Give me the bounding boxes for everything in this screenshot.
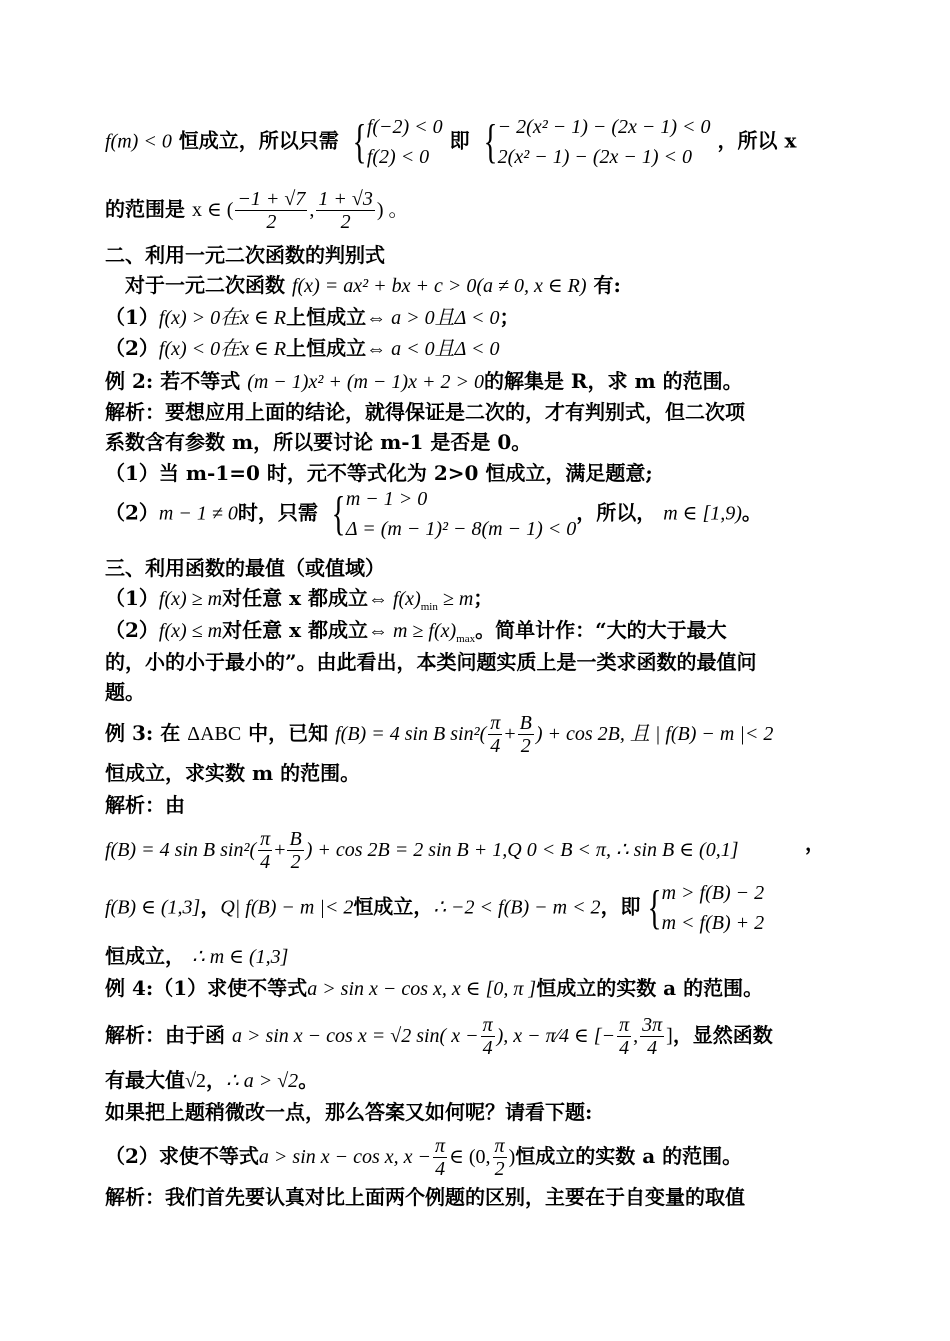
denominator: 4 <box>260 851 271 873</box>
line-22 <box>105 941 825 972</box>
text: 对任意 x 都成立 <box>222 618 368 642</box>
line-19: 解析：由 <box>105 793 185 817</box>
text: 对于一元二次函数 <box>125 273 285 297</box>
math: + <box>504 723 516 745</box>
text: ， <box>200 894 221 919</box>
denominator: 2 <box>290 851 301 873</box>
math: ⇔ a < 0且Δ < 0 <box>366 338 500 360</box>
text: 有最大值 <box>105 1068 185 1092</box>
text: ，所以， <box>576 500 657 525</box>
fraction <box>481 1014 495 1059</box>
math: ⇔ f(x) <box>367 588 421 610</box>
text: 。 <box>298 1068 319 1092</box>
fraction <box>640 1014 664 1059</box>
text: 的范围是 <box>105 197 185 221</box>
math: , <box>633 1025 639 1047</box>
text: （2） <box>105 500 159 525</box>
denominator: 2 <box>520 735 531 757</box>
numerator: π <box>435 1135 446 1157</box>
system-row: f(−2) < 0 <box>366 116 443 138</box>
denominator: 2 <box>494 1158 505 1180</box>
numerator: π <box>260 828 271 850</box>
math: ) + cos 2B, 且 | f(B) − m |< 2 <box>535 723 774 745</box>
line-7 <box>105 366 825 397</box>
math: ) <box>508 1146 516 1168</box>
text: 恒成立， <box>105 944 185 968</box>
line-25 <box>105 1065 825 1096</box>
system-row: m < f(B) + 2 <box>661 912 765 934</box>
heading-3: 三、利用函数的最值（或值域） <box>105 556 385 580</box>
line-20 <box>105 828 825 873</box>
heading-2: 二、利用一元二次函数的判别式 <box>105 243 385 267</box>
math-fm: f(m) < 0 <box>105 130 172 153</box>
math: a > sin x − cos x = √2 sin( x − <box>231 1025 479 1047</box>
fraction <box>258 828 272 873</box>
text: 例 4:（1）求使不等式 <box>105 976 308 1000</box>
math: + <box>274 839 286 861</box>
numerator: π <box>482 1014 493 1036</box>
text: ， <box>205 1068 226 1092</box>
line-23 <box>105 973 825 1004</box>
text: 恒成立， <box>353 894 434 919</box>
line-8: 解析：要想应用上面的结论，就得保证是二次的，才有判别式，但二次项 <box>105 400 745 424</box>
denominator: 4 <box>482 1037 493 1059</box>
system-2 <box>498 112 711 172</box>
math: f(B) ∈ (1,3] <box>105 896 201 919</box>
line-24 <box>105 1014 825 1059</box>
numerator: −1 + √7 <box>237 188 306 210</box>
system-row: 2(x² − 1) − (2x − 1) < 0 <box>497 146 693 168</box>
line-26: 如果把上题稍微改一点，那么答案又如何呢？请看下题: <box>105 1100 593 1124</box>
math: f(B) = 4 sin B sin²( <box>335 723 487 745</box>
math: f(x) ≥ m <box>158 588 223 610</box>
text: 上恒成立 <box>286 336 367 360</box>
math: √2 <box>185 1070 206 1092</box>
text: ，所以 x <box>717 128 797 153</box>
fraction <box>518 712 534 757</box>
math: ∈ (0, <box>449 1146 491 1168</box>
numerator: π <box>490 712 501 734</box>
system-row: m > f(B) − 2 <box>661 882 765 904</box>
numerator: π <box>619 1014 630 1036</box>
numerator: 3π <box>642 1014 663 1036</box>
system-4 <box>662 878 765 938</box>
denominator: 4 <box>619 1037 630 1059</box>
fraction <box>433 1135 447 1180</box>
numerator: π <box>494 1135 505 1157</box>
math: f(x) = ax² + bx + c > 0(a ≠ 0, x ∈ R) <box>291 275 587 297</box>
math: ΔABC <box>187 723 242 745</box>
text: 例 3: 在 <box>105 721 181 745</box>
denominator: 2 <box>340 211 351 233</box>
subscript: max <box>456 633 476 645</box>
denominator: 4 <box>647 1037 658 1059</box>
text: 恒成立的实数 a 的范围。 <box>536 976 764 1000</box>
denominator: 4 <box>490 735 501 757</box>
system-1 <box>367 112 443 172</box>
text: 解析：由于函 <box>105 1023 225 1047</box>
math: , <box>309 199 315 221</box>
math: ⇔ m ≥ f(x) <box>367 620 457 642</box>
text: 中，已知 <box>248 721 329 745</box>
math: ) + cos 2B = 2 sin B + 1,Q 0 < B < π, ∴ sin B ∈ (0,1] <box>305 839 739 861</box>
line-5 <box>105 302 825 333</box>
text: 例 2: 若不等式 <box>105 369 241 393</box>
math: f(x) > 0在x ∈ R <box>158 307 287 329</box>
math: ) 。 <box>376 199 409 221</box>
line-17 <box>105 712 825 757</box>
math: x ∈ ( <box>191 199 234 221</box>
math: a > sin x − cos x, x ∈ [0, π ] <box>307 978 537 1000</box>
text: ； <box>473 586 494 610</box>
text: 。简单计作：“大的大于最大 <box>475 618 727 642</box>
fraction <box>493 1135 507 1180</box>
math: f(B) = 4 sin B sin²( <box>105 839 257 861</box>
text: 。 <box>741 500 762 525</box>
text: （1） <box>105 305 159 329</box>
math: ), x − π⁄4 ∈ [− <box>496 1025 616 1047</box>
math: f(x) < 0在x ∈ R <box>158 338 287 360</box>
text: 的解集是 R，求 m 的范围。 <box>483 369 743 393</box>
line-27 <box>105 1135 825 1180</box>
math: Q| f(B) − m |< 2 <box>220 896 354 919</box>
math: ⇔ a > 0且Δ < 0 <box>366 307 500 329</box>
line-16: 题。 <box>105 680 145 704</box>
fraction <box>488 712 502 757</box>
line-15: 的，小的小于最小的”。由此看出，本类问题实质上是一类求函数的最值问 <box>105 650 757 674</box>
system-row: Δ = (m − 1)² − 8(m − 1) < 0 <box>345 518 577 540</box>
math: ] <box>666 1025 673 1047</box>
text: （2） <box>105 336 159 360</box>
numerator: 1 + √3 <box>318 188 373 210</box>
subscript: min <box>420 601 438 613</box>
text: ； <box>499 305 520 329</box>
left-brace: { <box>331 487 346 540</box>
fraction <box>316 188 374 233</box>
text: （1） <box>105 586 159 610</box>
system-3 <box>346 484 576 544</box>
line-6 <box>105 333 825 364</box>
text: ， <box>805 831 825 855</box>
math: ≥ m <box>437 588 474 610</box>
math: ∴ −2 < f(B) − m < 2 <box>433 896 601 919</box>
math: (m − 1)x² + (m − 1)x + 2 > 0 <box>247 371 484 393</box>
line-1 <box>105 112 825 172</box>
left-brace: { <box>352 115 367 168</box>
fraction <box>617 1014 631 1059</box>
system-row: m − 1 > 0 <box>345 488 428 510</box>
math: ∴ a > √2 <box>225 1070 299 1092</box>
text: 上恒成立 <box>286 305 367 329</box>
denominator: 2 <box>266 211 277 233</box>
text: 恒成立，所以只需 <box>178 128 339 153</box>
text: ，即 <box>600 894 641 919</box>
line-9: 系数含有参数 m，所以要讨论 m-1 是否是 0。 <box>105 430 532 454</box>
numerator: B <box>289 828 302 850</box>
left-brace: { <box>483 115 498 168</box>
text: 对任意 x 都成立 <box>222 586 368 610</box>
text: （2） <box>105 618 159 642</box>
line-4 <box>125 270 825 301</box>
system-row: − 2(x² − 1) − (2x − 1) < 0 <box>497 116 711 138</box>
line-11 <box>105 484 825 544</box>
math: ∴ m ∈ (1,3] <box>191 946 289 968</box>
math: m ∈ [1,9) <box>663 502 742 525</box>
fraction <box>235 188 307 233</box>
numerator: B <box>519 712 532 734</box>
line-28: 解析：我们首先要认真对比上面两个例题的区别，主要在于自变量的取值 <box>105 1185 745 1209</box>
denominator: 4 <box>435 1158 446 1180</box>
text: 恒成立的实数 a 的范围。 <box>515 1144 743 1168</box>
text: 时，只需 <box>237 500 318 525</box>
line-10: （1）当 m-1=0 时，元不等式化为 2>0 恒成立，满足题意; <box>105 461 653 485</box>
text: 有: <box>593 273 621 297</box>
line-18: 恒成立，求实数 m 的范围。 <box>105 761 361 785</box>
fraction <box>287 828 303 873</box>
system-row: f(2) < 0 <box>366 146 430 168</box>
math: m − 1 ≠ 0 <box>158 502 238 525</box>
text: ，显然函数 <box>672 1023 773 1047</box>
left-brace: { <box>647 881 661 934</box>
text: （2）求使不等式 <box>105 1144 259 1168</box>
math: a > sin x − cos x, x − <box>258 1146 432 1168</box>
text: 即 <box>449 128 470 153</box>
math: f(x) ≤ m <box>158 620 223 642</box>
line-21 <box>105 878 825 938</box>
line-2 <box>105 188 825 233</box>
